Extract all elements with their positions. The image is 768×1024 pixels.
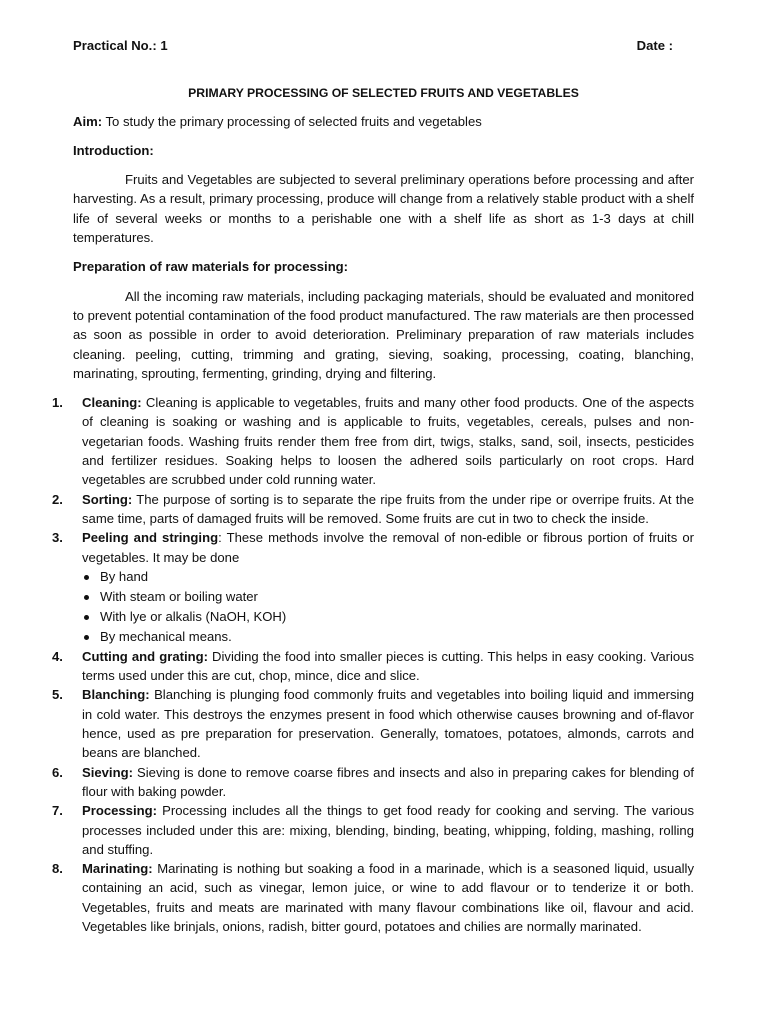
item-text: Dividing the food into smaller pieces is cutting. This helps in easy cooking. Various terms used under this are cut, chop, mince, dice and slice. bbox=[82, 648, 694, 684]
list-item bbox=[52, 647, 694, 686]
list-item bbox=[52, 763, 694, 802]
item-text: The purpose of sorting is to separate the ripe fruits from the under ripe or overripe fruits. At the same time, parts of damaged fruits will be removed. Some fruits are cut in two to check the inside. bbox=[82, 491, 694, 526]
list-item bbox=[52, 801, 694, 859]
list-item bbox=[52, 685, 694, 762]
list-item bbox=[52, 528, 694, 647]
item-term: Peeling and stringing bbox=[82, 530, 219, 546]
item-text: Blanching is plunging food commonly fruits and vegetables into boiling liquid and immersing in cold water. This destroys the enzymes present in food which otherwise causes browning and of-flavor hence, used as pre preparation for preservation. Generally, tomatoes, potatoes, almonds, carrots and beans are blanched. bbox=[82, 687, 694, 761]
introduction-heading-text: Introduction: bbox=[73, 142, 154, 158]
item-number: 3. bbox=[52, 530, 63, 546]
item-number: 7. bbox=[52, 803, 63, 819]
item-text: Sieving is done to remove coarse fibres and insects and also in preparing cakes for blending of flour with baking powder. bbox=[82, 764, 694, 799]
processing-steps-list bbox=[52, 393, 694, 936]
item-text: Processing includes all the things to get food ready for cooking and serving. The various processes included under this are: mixing, blending, binding, beating, whipping, folding, mashing, rolling and stuffing. bbox=[82, 803, 694, 857]
bullet-item: By mechanical means. bbox=[82, 627, 694, 647]
date-label: Date : bbox=[636, 38, 673, 53]
bullet-item: By hand bbox=[82, 567, 694, 587]
document-page bbox=[52, 36, 694, 936]
item-term: Sieving: bbox=[82, 764, 133, 780]
bullet-item: With lye or alkalis (NaOH, KOH) bbox=[82, 607, 694, 627]
preparation-heading-text: Preparation of raw materials for processing: bbox=[73, 259, 349, 275]
preparation-text: All the incoming raw materials, including packaging materials, should be evaluated and monitored to prevent potential contamination of the food product manufactured. The raw materials are then processed as soon as possible in order to avoid deterioration. Preliminary preparation of raw materials includes cleaning. peeling, cutting, trimming and grating, sieving, soaking, processing, coating, blanching, marinating, sprouting, fermenting, grinding, drying and filtering. bbox=[73, 288, 694, 381]
item-number: 6. bbox=[52, 764, 63, 780]
item-number: 1. bbox=[52, 395, 63, 411]
item-term: Cutting and grating: bbox=[82, 648, 208, 664]
page-header bbox=[73, 36, 694, 55]
item-term: Sorting: bbox=[82, 491, 133, 507]
preparation-paragraph bbox=[73, 287, 694, 383]
item-term: Blanching: bbox=[82, 687, 150, 703]
peeling-methods-list bbox=[82, 567, 694, 647]
item-term: Processing: bbox=[82, 803, 157, 819]
item-text: : These methods involve the removal of non-edible or fibrous portion of fruits or vegetables. It may be done bbox=[82, 530, 694, 565]
item-term: Marinating: bbox=[82, 861, 153, 877]
bullet-item: With steam or boiling water bbox=[82, 587, 694, 607]
item-number: 4. bbox=[52, 648, 63, 664]
aim-text: To study the primary processing of selected fruits and vegetables bbox=[105, 113, 482, 129]
list-item bbox=[52, 490, 694, 529]
list-item bbox=[52, 859, 694, 936]
introduction-text: Fruits and Vegetables are subjected to several preliminary operations before processing and after harvesting. As a result, primary processing, produce will change from a relatively stable product with a shelf life of several weeks or months to a perishable one with a shelf life as short as 1-3 days at chill temperatures. bbox=[73, 172, 694, 246]
aim bbox=[73, 112, 694, 131]
introduction-paragraph bbox=[73, 170, 694, 247]
item-number: 5. bbox=[52, 687, 63, 703]
introduction-heading bbox=[73, 141, 694, 160]
item-number: 2. bbox=[52, 491, 63, 507]
document-title: PRIMARY PROCESSING OF SELECTED FRUITS AND VEGETABLES bbox=[188, 86, 579, 101]
item-number: 8. bbox=[52, 861, 63, 877]
preparation-heading bbox=[73, 257, 694, 276]
aim-label: Aim: bbox=[73, 113, 103, 129]
item-text: Cleaning is applicable to vegetables, fruits and many other food products. One of the aspects of cleaning is soaking or washing and is applicable to fruits, vegetables, cereals, pulses and non-vegetarian foods. Washing fruits render them free from dirt, twigs, stalks, sand, soil, insects, pesticides and fertilizer residues. Soaking helps to loosen the adhered soils particularly on root crops. Hard vegetables are scrubbed under cold running water. bbox=[82, 395, 694, 488]
item-term: Cleaning: bbox=[82, 395, 142, 411]
practical-number: Practical No.: 1 bbox=[73, 38, 168, 53]
list-item bbox=[52, 393, 694, 489]
item-text: Marinating is nothing but soaking a food in a marinade, which is a seasoned liquid, usually containing an acid, such as vinegar, lemon juice, or wine to add flavour or to tenderize it or both. Vegetables, fruits and meats are marinated with many flavour combinations like oil, flavour and acid. Vegetables like brinjals, onions, radish, bitter gourd, potatoes and chilies are normally marinated. bbox=[82, 861, 694, 934]
